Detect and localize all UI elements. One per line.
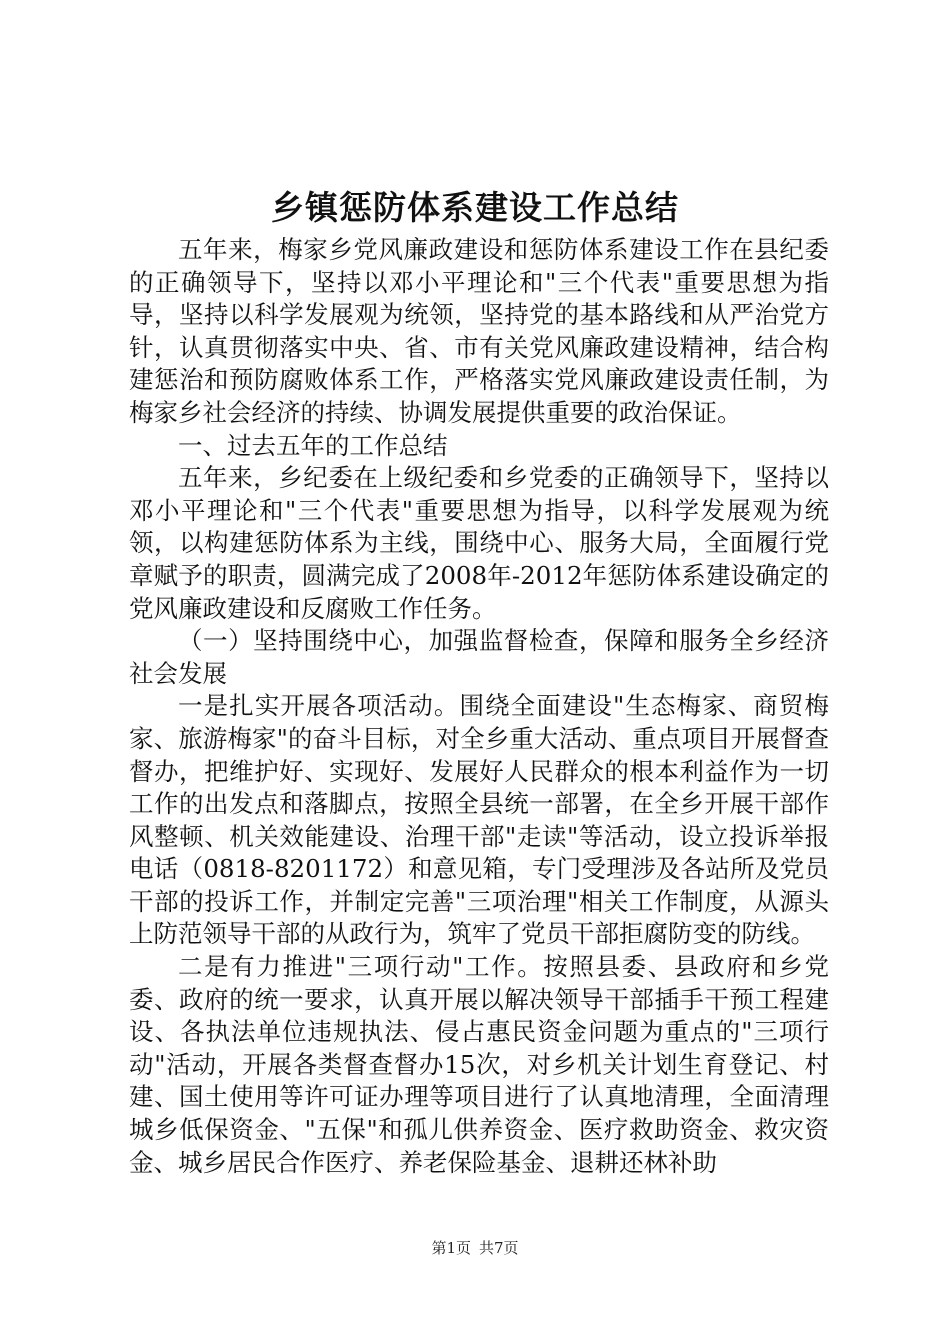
document-body — [129, 234, 829, 1179]
page-number-total: 共7页 — [479, 1239, 519, 1257]
body-paragraph-activities: 一是扎实开展各项活动。围绕全面建设"生态梅家、商贸梅家、旅游梅家"的奋斗目标，对全乡重大活动、重点项目开展督查督办，把维护好、实现好、发展好人民群众的根本利益作为一切工作的出发点和落脚点，按照全县统一部署，在全乡开展干部作风整顿、机关效能建设、治理干部"走读"等活动，设立投诉举报电话（0818-8201172）和意见箱，专门受理涉及各站所及党员干部的投诉工作，并制定完善"三项治理"相关工作制度，从源头上防范领导干部的从政行为，筑牢了党员干部拒腐防变的防线。 — [129, 691, 829, 949]
body-paragraph-intro: 五年来，梅家乡党风廉政建设和惩防体系建设工作在县纪委的正确领导下，坚持以邓小平理论和"三个代表"重要思想为指导，坚持以科学发展观为统领，坚持党的基本路线和从严治党方针，认真贯彻落实中央、省、市有关党风廉政建设精神，结合构建惩治和预防腐败体系工作，严格落实党风廉政建设责任制，为梅家乡社会经济的持续、协调发展提供重要的政治保证。 — [129, 235, 829, 427]
document-title: 乡镇惩防体系建设工作总结 — [271, 188, 679, 227]
body-paragraph-three-actions: 二是有力推进"三项行动"工作。按照县委、县政府和乡党委、政府的统一要求，认真开展以解决领导干部插手干预工程建设、各执法单位违规执法、侵占惠民资金问题为重点的"三项行动"活动，开展各类督查督办15次，对乡机关计划生育登记、村建、国土使用等许可证办理等项目进行了认真地清理，全面清理城乡低保资金、"五保"和孤儿供养资金、医疗救助资金、救灾资金、城乡居民合作医疗、养老保险基金、退耕还林补助 — [129, 952, 829, 1177]
body-paragraph-overview: 五年来，乡纪委在上级纪委和乡党委的正确领导下，坚持以邓小平理论和"三个代表"重要思想为指导，以科学发展观为统领，以构建惩防体系为主线，围绕中心、服务大局，全面履行党章赋予的职责，圆满完成了2008年-2012年惩防体系建设确定的党风廉政建设和反腐败工作任务。 — [129, 463, 829, 623]
page-footer — [0, 1238, 950, 1258]
page-number-current: 第1页 — [431, 1239, 471, 1257]
section-heading-summary: 一、过去五年的工作总结 — [178, 430, 448, 460]
subsection-heading-1: （一）坚持围绕中心，加强监督检查，保障和服务全乡经济社会发展 — [129, 626, 829, 688]
